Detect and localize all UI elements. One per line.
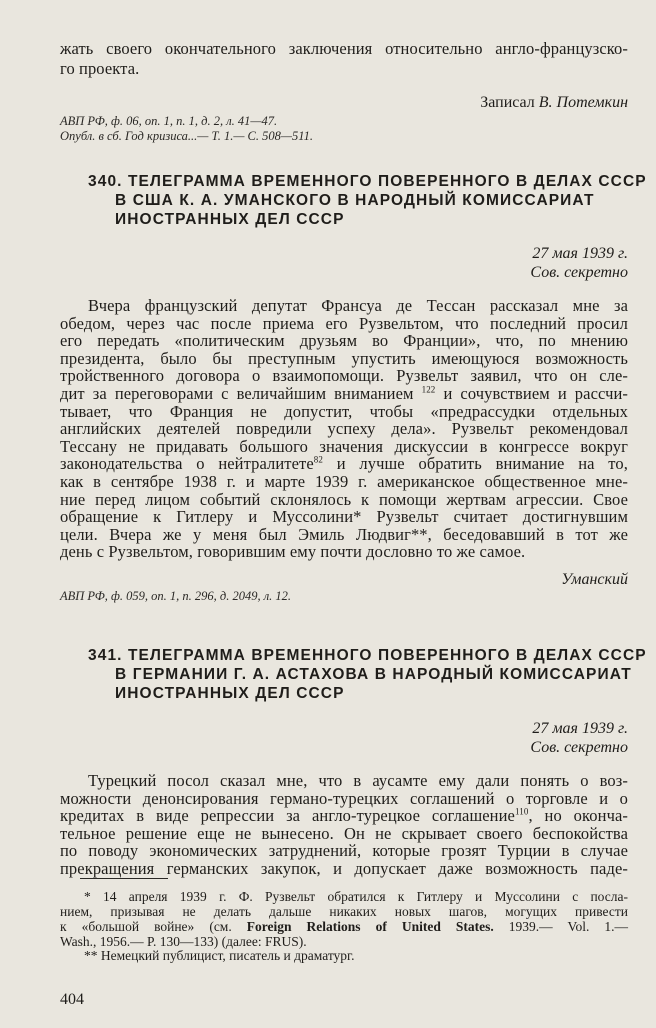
text-line: ние перед лицом событий склонялось к помощи жертвам агрессии. Свое — [60, 489, 628, 509]
heading-line: 341. ТЕЛЕГРАММА ВРЕМЕННОГО ПОВЕРЕННОГО В ДЕЛАХ СССР — [88, 647, 647, 664]
text-line: его передать «политическим друзьям во Франции», что, по мнению — [60, 331, 628, 351]
text-line: Wash., 1956.— P. 130—133) (далее: FRUS). — [60, 934, 307, 949]
text-line: нием, призывая не делать дальше никаких новых шагов, могущих привести — [60, 904, 628, 919]
text-line: прекращения германских закупок, и допускает даже возможность паде- — [60, 859, 628, 878]
note-reference: 110 — [514, 806, 529, 817]
heading-line: ИНОСТРАННЫХ ДЕЛ СССР — [115, 685, 345, 702]
text-line: можности денонсирования германо-турецких соглашений о торговле и о — [60, 788, 628, 808]
text-line: законодательства о нейтралитете$^{82}$ и лучше обратить внимание на то, — [60, 454, 628, 474]
text-line: тывает, что Франция не допустит, чтобы «предрассудки отдельных — [60, 401, 628, 421]
note-reference: 82 — [313, 454, 323, 465]
text-line: по поводу экономических затруднений, которые грозят Турции в случае — [60, 841, 628, 861]
text-line: Вчера французский депутат Франсуа де Тессан рассказал мне за — [88, 296, 628, 315]
document-340-signature — [561, 571, 628, 589]
recorder-signature — [480, 94, 628, 112]
text-line: день с Рузвельтом, говорившим ему почти дословно то же самое. — [60, 542, 526, 562]
heading-line: В ГЕРМАНИИ Г. А. АСТАХОВА В НАРОДНЫЙ КОМИССАРИАТ — [115, 666, 632, 683]
text-line: президента, было бы преступным упустить имеющуюся возможность — [60, 348, 628, 368]
text-line: Тессану не придавать большого значения дискуссии в конгрессе вокруг — [60, 436, 628, 456]
document-340-source: АВП РФ, ф. 059, оп. 1, п. 296, д. 2049, л. 12. — [60, 589, 292, 603]
signature-name: В. Потемкин — [538, 94, 628, 111]
text-line: обедом, через час после приема его Рузвельтом, что последний просил — [60, 313, 628, 333]
text-line: как в сентябре 1938 г. и марте 1939 г. американское общественное мне- — [60, 472, 628, 491]
text-line: дит за переговорами с величайшим вниманием $^{122}$ и сочувствием и рассчи- — [60, 384, 629, 403]
note-reference: 122 — [421, 384, 436, 395]
bold-title: Foreign Relations of United States. — [246, 919, 494, 934]
text-line: * 14 апреля 1939 г. Ф. Рузвельт обратился к Гитлеру и Муссолини с посла- — [84, 889, 628, 904]
heading-line: ИНОСТРАННЫХ ДЕЛ СССР — [115, 211, 345, 228]
source-line: АВП РФ, ф. 06, оп. 1, п. 1, д. 2, л. 41—47. — [60, 114, 278, 128]
text-line: кредитах в виде репрессии за англо-турецкое соглашение$^{110}$, но оконча- — [60, 806, 628, 826]
signature-prefix: Записал — [480, 94, 535, 111]
text-line: го проекта. — [60, 59, 140, 78]
source-line: Опубл. в сб. Год кризиса...— Т. 1.— С. 508—511. — [60, 129, 313, 143]
page-number: 404 — [60, 991, 84, 1008]
heading-line: В США К. А. УМАНСКОГО В НАРОДНЫЙ КОМИССАРИАТ — [115, 192, 595, 209]
text-line: Турецкий посол сказал мне, что в аусамте ему дали понять о воз- — [88, 771, 628, 790]
text-line: обращение к Гитлеру и Муссолини* Рузвельт считает достигнувшим — [60, 507, 628, 527]
footnote-divider — [80, 878, 168, 879]
text-line: тройственного договора о взаимопомощи. Рузвельт заявил, что он сле- — [60, 366, 628, 386]
footnote-2: ** Немецкий публицист, писатель и драматург. — [84, 948, 355, 963]
text-line: жать своего окончательного заключения относительно англо-французско- — [60, 39, 628, 58]
document-340-classification: Сов. секретно — [530, 264, 628, 281]
document-341-date: 27 мая 1939 г. — [532, 720, 628, 737]
text-line: к «большой войне» (см. Foreign Relations of United States. 1939.— Vol. 1.— — [60, 919, 628, 934]
text-line: тельное решение еще не вынесено. Он не скрывает своего беспокойства — [60, 823, 628, 843]
document-341-classification: Сов. секретно — [530, 739, 628, 756]
text-line: цели. Вчера же у меня был Эмиль Людвиг**, беседовавший в тот же — [60, 524, 628, 544]
text-line: английских деятелей повредили успеху дела». Рузвельт рекомендовал — [60, 419, 628, 439]
document-340-date: 27 мая 1939 г. — [532, 245, 628, 262]
heading-line: 340. ТЕЛЕГРАММА ВРЕМЕННОГО ПОВЕРЕННОГО В ДЕЛАХ СССР — [88, 173, 647, 190]
signature-name: Уманский — [561, 571, 628, 588]
